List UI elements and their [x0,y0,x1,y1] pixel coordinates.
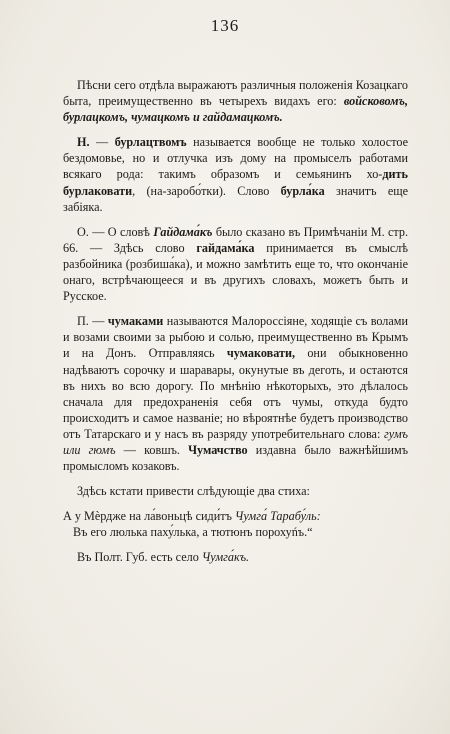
note-o-text2: было сказано въ Примѣчаніи М. стр. 66. — Здѣсь слово [63,224,409,255]
note-n-label: Н. [77,135,90,150]
intro-kinds: войсковомъ, бурлацкомъ, чумацкомъ и гайдамацкомъ. [63,94,408,125]
note-p-dash: — [92,314,105,329]
note-o-word2: гайдама́ка [196,240,255,255]
verse-block [63,508,408,540]
note-n-paragraph: Н. — бурлацтвомъ называется вообще не только холостое бездомовье, но и отлучка изъ дому на промыселъ работами всякаго рода: такимъ образомъ и семьянинъ хо-дить бурлаковати, (на-заробо́тки). Слово бурла́ка значитъ еще забіяка. [63,135,409,214]
note-n-text1: называется вообще не только холостое бездомовье, но и отлучка изъ дому на промыселъ работами всякаго рода: такимъ образомъ и семьянинъ хо- [63,135,409,182]
verse-line-2: Въ его люлька паху́лька, а тютюнъ порохуńъ.“ [73,525,313,540]
note-p-text1: называются Малороссіяне, ходящіе съ волами и возами своими за рыбою и солью, преимущественно въ Крымъ и на Донъ. Отправляясь [63,314,409,361]
note-p-paragraph [63,313,408,474]
note-p-term: чумаками [107,314,164,329]
note-n-dash: — [96,135,109,150]
note-o-paren: (розбиша́ка), [125,256,193,271]
note-o-text1: — О словѣ [92,224,150,239]
note-n-word: бурла́ка [280,183,325,198]
footer-word: Чумга́къ. [201,550,250,565]
note-p-word1: гумъ [384,426,409,441]
note-o-word1: Гайдама́къ [153,224,213,239]
verse-line-1 [63,508,408,524]
verse-line-1-a: А у Мѐрдже на ла́воньцѣ сиди́тъ [63,509,232,524]
note-p-word2: гюмъ [88,442,116,457]
note-o-text3: принимается въ смыслѣ разбойника [63,240,409,271]
footer-text: Въ Полт. Губ. есть село [77,550,199,565]
note-p-text3: или [63,442,81,457]
note-n-text3: значитъ еще забіяка. [63,183,409,214]
note-n-term: бурлацтвомъ [114,135,187,150]
note-n-paren: (на-заробо́тки). [146,183,226,198]
note-p-text4: — ковшъ. [123,442,180,457]
intro-paragraph [63,77,408,125]
verse-line-1-b: Чумга́ Тарабу́ль: [234,509,321,524]
verse-intro: Здѣсь кстати привести слѣдующіе два стиха: [77,484,310,499]
note-p-text2: они обыкновенно надѣваютъ сорочку и шаравары, окунутые въ деготь, и остаются въ нихъ во всю дорогу. По мнѣнію нѣкоторыхъ, это дѣлалось сначала для предохраненія себя отъ чумы, откуда будто происходитъ и самое названіе; но вѣроятнѣе будетъ производство отъ Татарскаго и у насъ въ разряду употребительнаго слова: [63,346,408,441]
note-p-term3: Чумачство [188,442,248,457]
note-p-label: П. [77,314,89,329]
note-o-label: О. [77,224,89,239]
note-n-text2: Слово [237,183,270,198]
page-number: 136 [210,16,240,35]
note-p-text5: издавна было важнѣйшимъ промысломъ козаковъ. [63,442,409,474]
footer-line [63,549,408,565]
note-p-term2: чумаковати, [226,346,296,361]
note-o-paragraph [63,224,408,304]
intro-text: Пѣсни сего отдѣла выражаютъ различныя положенія Козацкаго быта, преимущественно въ четырехъ видахъ его: [63,78,408,109]
page-body [63,77,408,566]
note-o-text4: и можно замѣтить еще то, что окончаніе онаго, встрѣчающееся и въ другихъ словахъ, можетъ быть и Русское. [63,256,408,304]
note-n-verb-phrase: дить бурлаковати [63,167,408,198]
